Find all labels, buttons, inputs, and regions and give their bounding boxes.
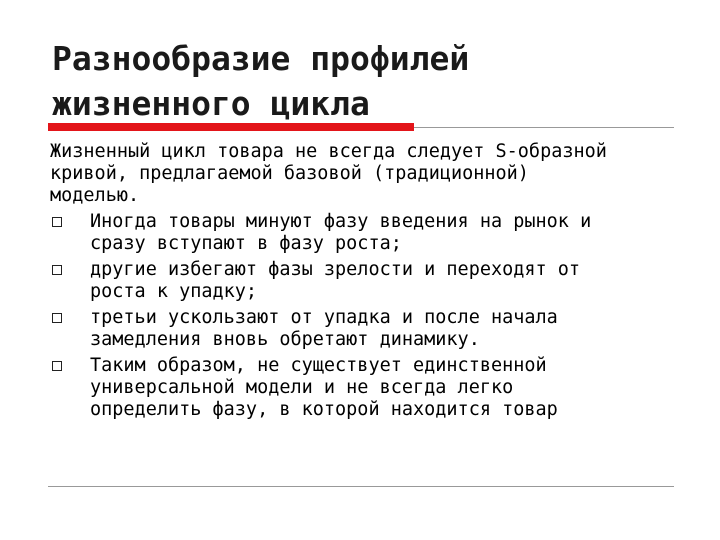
slide-body (50, 141, 690, 425)
hollow-square-bullet-icon (52, 361, 62, 371)
intro-line: Жизненный цикл товара не всегда следует S-образной (50, 141, 607, 162)
title-line-1: Разнообразие профилей (52, 39, 470, 78)
bullet-item (50, 259, 690, 303)
hollow-square-bullet-icon (52, 313, 62, 323)
bullet-line: замедления вновь обретают динамику. (90, 329, 480, 350)
bullet-text (90, 211, 690, 255)
hollow-square-bullet-icon (52, 265, 62, 275)
hollow-square-bullet-icon (52, 217, 62, 227)
bullet-text (90, 307, 690, 351)
bullet-text (90, 355, 690, 421)
bullet-item (50, 307, 690, 351)
slide-title (52, 36, 692, 126)
intro-paragraph (50, 141, 690, 207)
title-accent-bar (48, 123, 414, 131)
intro-line: кривой, предлагаемой базовой (традиционной) (50, 163, 529, 184)
bullet-line: другие избегают фазы зрелости и переходят от (90, 259, 581, 280)
intro-line: моделью. (50, 185, 140, 206)
footer-divider-line (48, 486, 674, 487)
bullet-line: сразу вступают в фазу роста; (90, 233, 402, 254)
bullet-text (90, 259, 690, 303)
title-line-2: жизненного цикла (52, 84, 370, 123)
bullet-item (50, 355, 690, 421)
bullet-line: Таким образом, не существует единственной (90, 355, 547, 376)
bullet-line: универсальной модели и не всегда легко (90, 377, 514, 398)
bullet-line: роста к упадку; (90, 281, 258, 302)
bullet-line: третьи ускользают от упадка и после начала (90, 307, 558, 328)
bullet-item (50, 211, 690, 255)
bullet-line: Иногда товары минуют фазу введения на рынок и (90, 211, 592, 232)
bullet-line: определить фазу, в которой находится товар (90, 399, 558, 420)
